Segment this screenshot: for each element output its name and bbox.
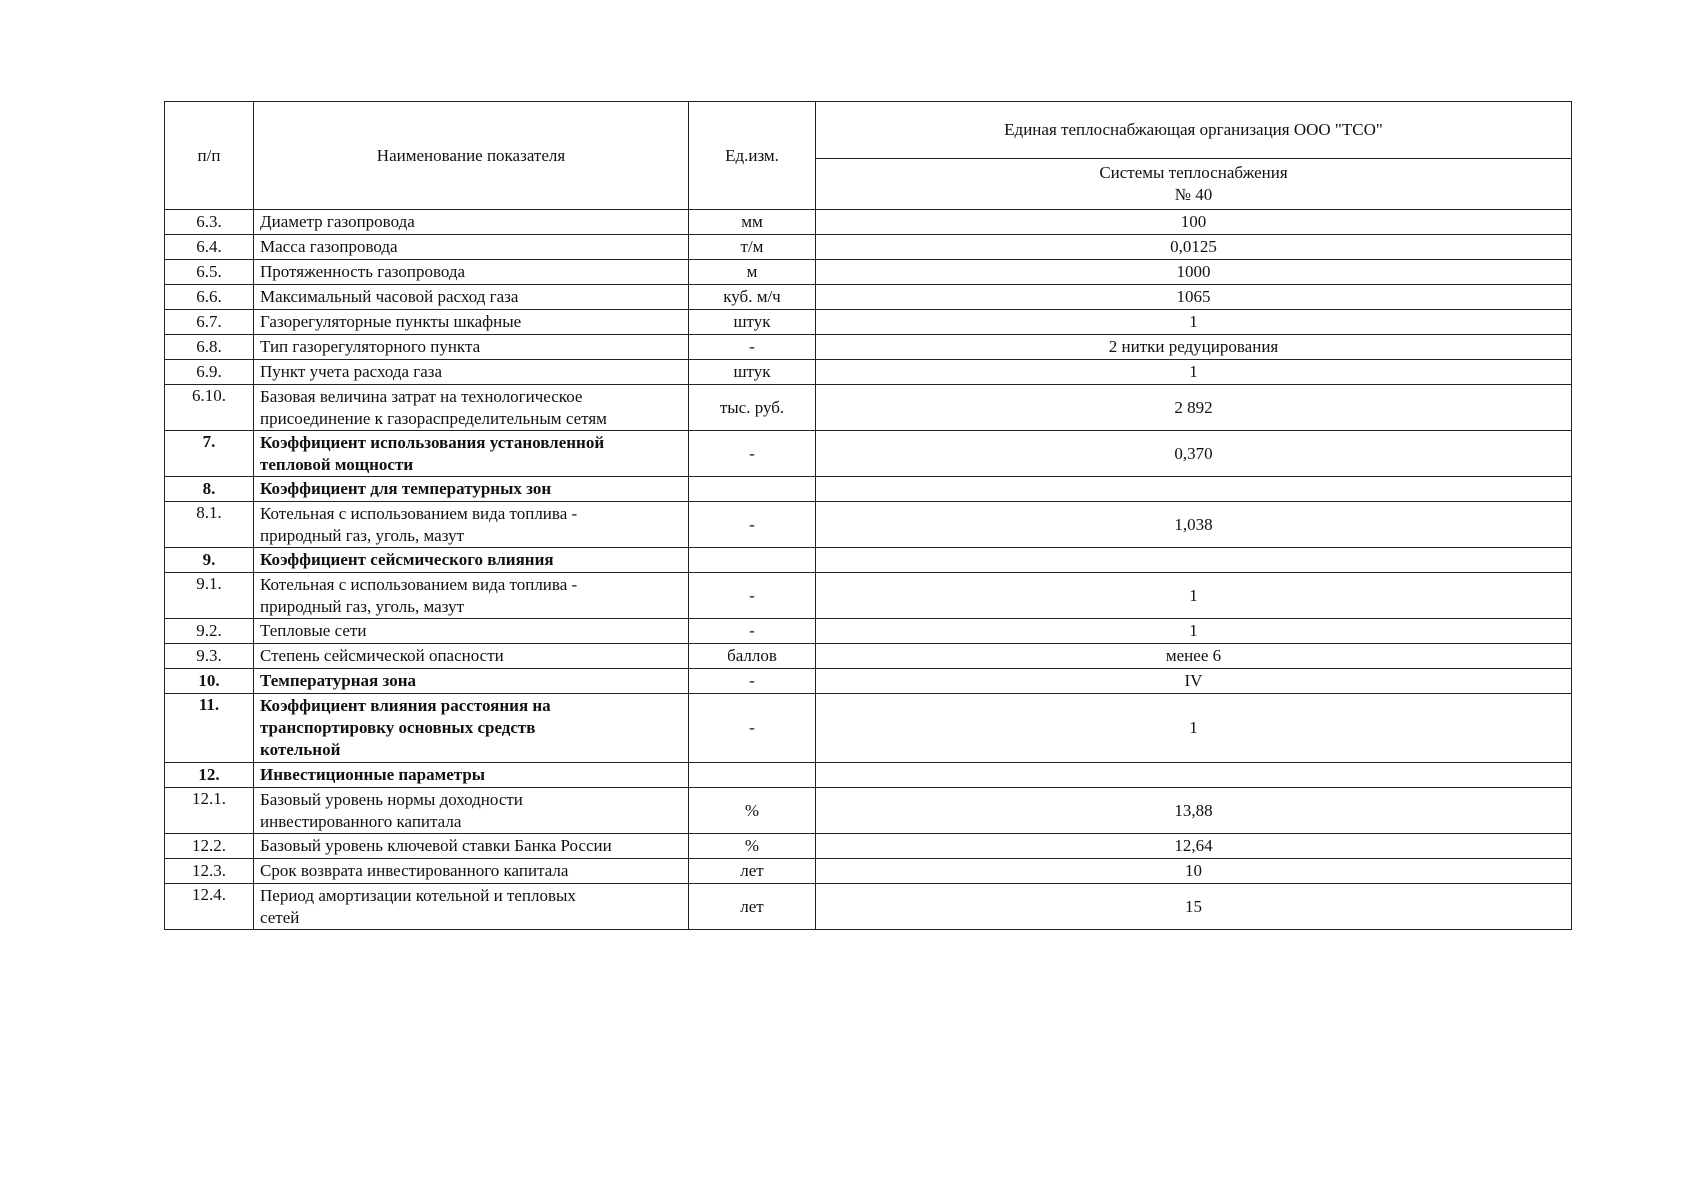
row-number: 12. <box>165 763 254 788</box>
row-indicator-name-line: Газорегуляторные пункты шкафные <box>260 312 522 331</box>
row-number: 6.3. <box>165 210 254 235</box>
row-indicator-name-line: Базовый уровень нормы доходности <box>260 789 523 809</box>
row-unit: % <box>689 834 816 859</box>
row-value: менее 6 <box>816 644 1572 669</box>
table-row <box>165 477 1572 502</box>
row-indicator-name-line: Температурная зона <box>260 671 417 690</box>
row-unit: лет <box>689 884 816 930</box>
row-unit: - <box>689 573 816 619</box>
row-indicator-name <box>254 260 689 285</box>
row-value: 1 <box>816 310 1572 335</box>
row-value: 0,370 <box>816 431 1572 477</box>
row-indicator-name <box>254 619 689 644</box>
row-number: 8.1. <box>165 502 254 548</box>
row-indicator-name-line: Котельная с использованием вида топлива - <box>260 574 578 594</box>
header-heat-system <box>816 159 1572 210</box>
table-row <box>165 619 1572 644</box>
row-unit: куб. м/ч <box>689 285 816 310</box>
table-row <box>165 360 1572 385</box>
row-number: 9.3. <box>165 644 254 669</box>
row-indicator-name-line: котельной <box>260 740 341 759</box>
row-unit: баллов <box>689 644 816 669</box>
row-indicator-name-line: Коэффициент использования установленной <box>260 432 605 452</box>
row-unit: м <box>689 260 816 285</box>
row-indicator-name-line: Коэффициент влияния расстояния на <box>260 696 551 715</box>
row-value <box>816 763 1572 788</box>
header-organization: Единая теплоснабжающая организация ООО "ТСО" <box>816 102 1572 159</box>
row-indicator-name <box>254 859 689 884</box>
row-number: 8. <box>165 477 254 502</box>
indicator-table <box>164 101 1572 930</box>
row-indicator-name-line: природный газ, уголь, мазут <box>260 525 464 545</box>
table-row <box>165 310 1572 335</box>
row-indicator-name-line: транспортировку основных средств <box>260 718 536 737</box>
row-indicator-name-line: Степень сейсмической опасности <box>260 646 504 665</box>
row-value: 100 <box>816 210 1572 235</box>
row-indicator-name-line: Коэффициент для температурных зон <box>260 479 552 498</box>
row-indicator-name <box>254 548 689 573</box>
row-unit: - <box>689 335 816 360</box>
table-row <box>165 669 1572 694</box>
row-indicator-name <box>254 235 689 260</box>
row-indicator-name <box>254 573 689 619</box>
row-indicator-name <box>254 644 689 669</box>
row-indicator-name <box>254 669 689 694</box>
row-value <box>816 477 1572 502</box>
table-row <box>165 788 1572 834</box>
row-number: 6.5. <box>165 260 254 285</box>
row-indicator-name-line: Базовый уровень ключевой ставки Банка России <box>260 836 612 855</box>
row-unit: - <box>689 431 816 477</box>
row-unit: - <box>689 619 816 644</box>
row-indicator-name <box>254 385 689 431</box>
row-indicator-name <box>254 788 689 834</box>
row-indicator-name-line: Базовая величина затрат на технологическое <box>260 386 583 406</box>
row-indicator-name-line: Тип газорегуляторного пункта <box>260 337 481 356</box>
table-row <box>165 502 1572 548</box>
row-indicator-name-line: Пункт учета расхода газа <box>260 362 443 381</box>
row-indicator-name <box>254 335 689 360</box>
row-value: 10 <box>816 859 1572 884</box>
table-row <box>165 385 1572 431</box>
row-number: 6.7. <box>165 310 254 335</box>
table-row <box>165 859 1572 884</box>
table-row <box>165 763 1572 788</box>
row-indicator-name-line: сетей <box>260 907 300 927</box>
row-indicator-name-line: Диаметр газопровода <box>260 212 415 231</box>
row-indicator-name-line: присоединение к газораспределительным сетям <box>260 408 607 428</box>
row-indicator-name-line: инвестированного капитала <box>260 811 462 831</box>
row-value: 1 <box>816 619 1572 644</box>
row-unit: мм <box>689 210 816 235</box>
row-indicator-name-line: Максимальный часовой расход газа <box>260 287 519 306</box>
table-row <box>165 335 1572 360</box>
row-value: 1 <box>816 360 1572 385</box>
row-number: 9. <box>165 548 254 573</box>
row-number: 6.8. <box>165 335 254 360</box>
row-indicator-name-line: тепловой мощности <box>260 454 414 474</box>
row-value: 1 <box>816 694 1572 763</box>
table-row <box>165 573 1572 619</box>
row-indicator-name <box>254 360 689 385</box>
row-indicator-name-line: Протяженность газопровода <box>260 262 466 281</box>
row-unit: штук <box>689 310 816 335</box>
row-indicator-name <box>254 431 689 477</box>
row-unit: - <box>689 694 816 763</box>
row-unit <box>689 763 816 788</box>
row-number: 12.2. <box>165 834 254 859</box>
row-indicator-name-line: Тепловые сети <box>260 621 367 640</box>
row-number: 6.9. <box>165 360 254 385</box>
row-value: 2 нитки редуцирования <box>816 335 1572 360</box>
row-number: 12.1. <box>165 788 254 834</box>
row-indicator-name <box>254 502 689 548</box>
table-header-row <box>165 102 1572 159</box>
row-unit: тыс. руб. <box>689 385 816 431</box>
row-number: 6.4. <box>165 235 254 260</box>
row-number: 12.4. <box>165 884 254 930</box>
row-unit: т/м <box>689 235 816 260</box>
row-value: 13,88 <box>816 788 1572 834</box>
table-row <box>165 285 1572 310</box>
row-indicator-name-line: Срок возврата инвестированного капитала <box>260 861 569 880</box>
row-unit <box>689 548 816 573</box>
row-number: 7. <box>165 431 254 477</box>
row-indicator-name <box>254 210 689 235</box>
table-row <box>165 431 1572 477</box>
row-indicator-name <box>254 763 689 788</box>
table-row <box>165 884 1572 930</box>
row-number: 12.3. <box>165 859 254 884</box>
header-number: п/п <box>165 102 254 210</box>
table-row <box>165 235 1572 260</box>
row-indicator-name <box>254 310 689 335</box>
table-row <box>165 548 1572 573</box>
row-number: 11. <box>165 694 254 763</box>
row-indicator-name-line: Инвестиционные параметры <box>260 765 486 784</box>
row-value <box>816 548 1572 573</box>
row-unit: лет <box>689 859 816 884</box>
header-indicator-name: Наименование показателя <box>254 102 689 210</box>
row-indicator-name-line: Масса газопровода <box>260 237 398 256</box>
row-value: 1065 <box>816 285 1572 310</box>
header-heat-system-line1: Системы теплоснабжения <box>1099 163 1288 182</box>
row-indicator-name <box>254 834 689 859</box>
row-number: 6.10. <box>165 385 254 431</box>
row-unit: - <box>689 502 816 548</box>
table-row <box>165 834 1572 859</box>
row-value: 0,0125 <box>816 235 1572 260</box>
row-indicator-name <box>254 285 689 310</box>
row-indicator-name-line: Котельная с использованием вида топлива - <box>260 503 578 523</box>
header-heat-system-line2: № 40 <box>1174 185 1213 204</box>
row-value: 1,038 <box>816 502 1572 548</box>
table-row <box>165 210 1572 235</box>
row-unit <box>689 477 816 502</box>
row-value: 2 892 <box>816 385 1572 431</box>
row-indicator-name <box>254 477 689 502</box>
row-unit: штук <box>689 360 816 385</box>
row-indicator-name <box>254 884 689 930</box>
row-indicator-name <box>254 694 689 763</box>
row-indicator-name-line: природный газ, уголь, мазут <box>260 596 464 616</box>
table-row <box>165 694 1572 763</box>
row-number: 6.6. <box>165 285 254 310</box>
table-row <box>165 260 1572 285</box>
row-value: 15 <box>816 884 1572 930</box>
row-number: 9.1. <box>165 573 254 619</box>
row-indicator-name-line: Период амортизации котельной и тепловых <box>260 885 576 905</box>
row-value: 12,64 <box>816 834 1572 859</box>
row-value: 1000 <box>816 260 1572 285</box>
row-number: 10. <box>165 669 254 694</box>
row-number: 9.2. <box>165 619 254 644</box>
row-value: IV <box>816 669 1572 694</box>
row-indicator-name-line: Коэффициент сейсмического влияния <box>260 550 554 569</box>
row-value: 1 <box>816 573 1572 619</box>
table-row <box>165 644 1572 669</box>
row-unit: % <box>689 788 816 834</box>
header-unit: Ед.изм. <box>689 102 816 210</box>
row-unit: - <box>689 669 816 694</box>
table-body <box>165 210 1572 930</box>
